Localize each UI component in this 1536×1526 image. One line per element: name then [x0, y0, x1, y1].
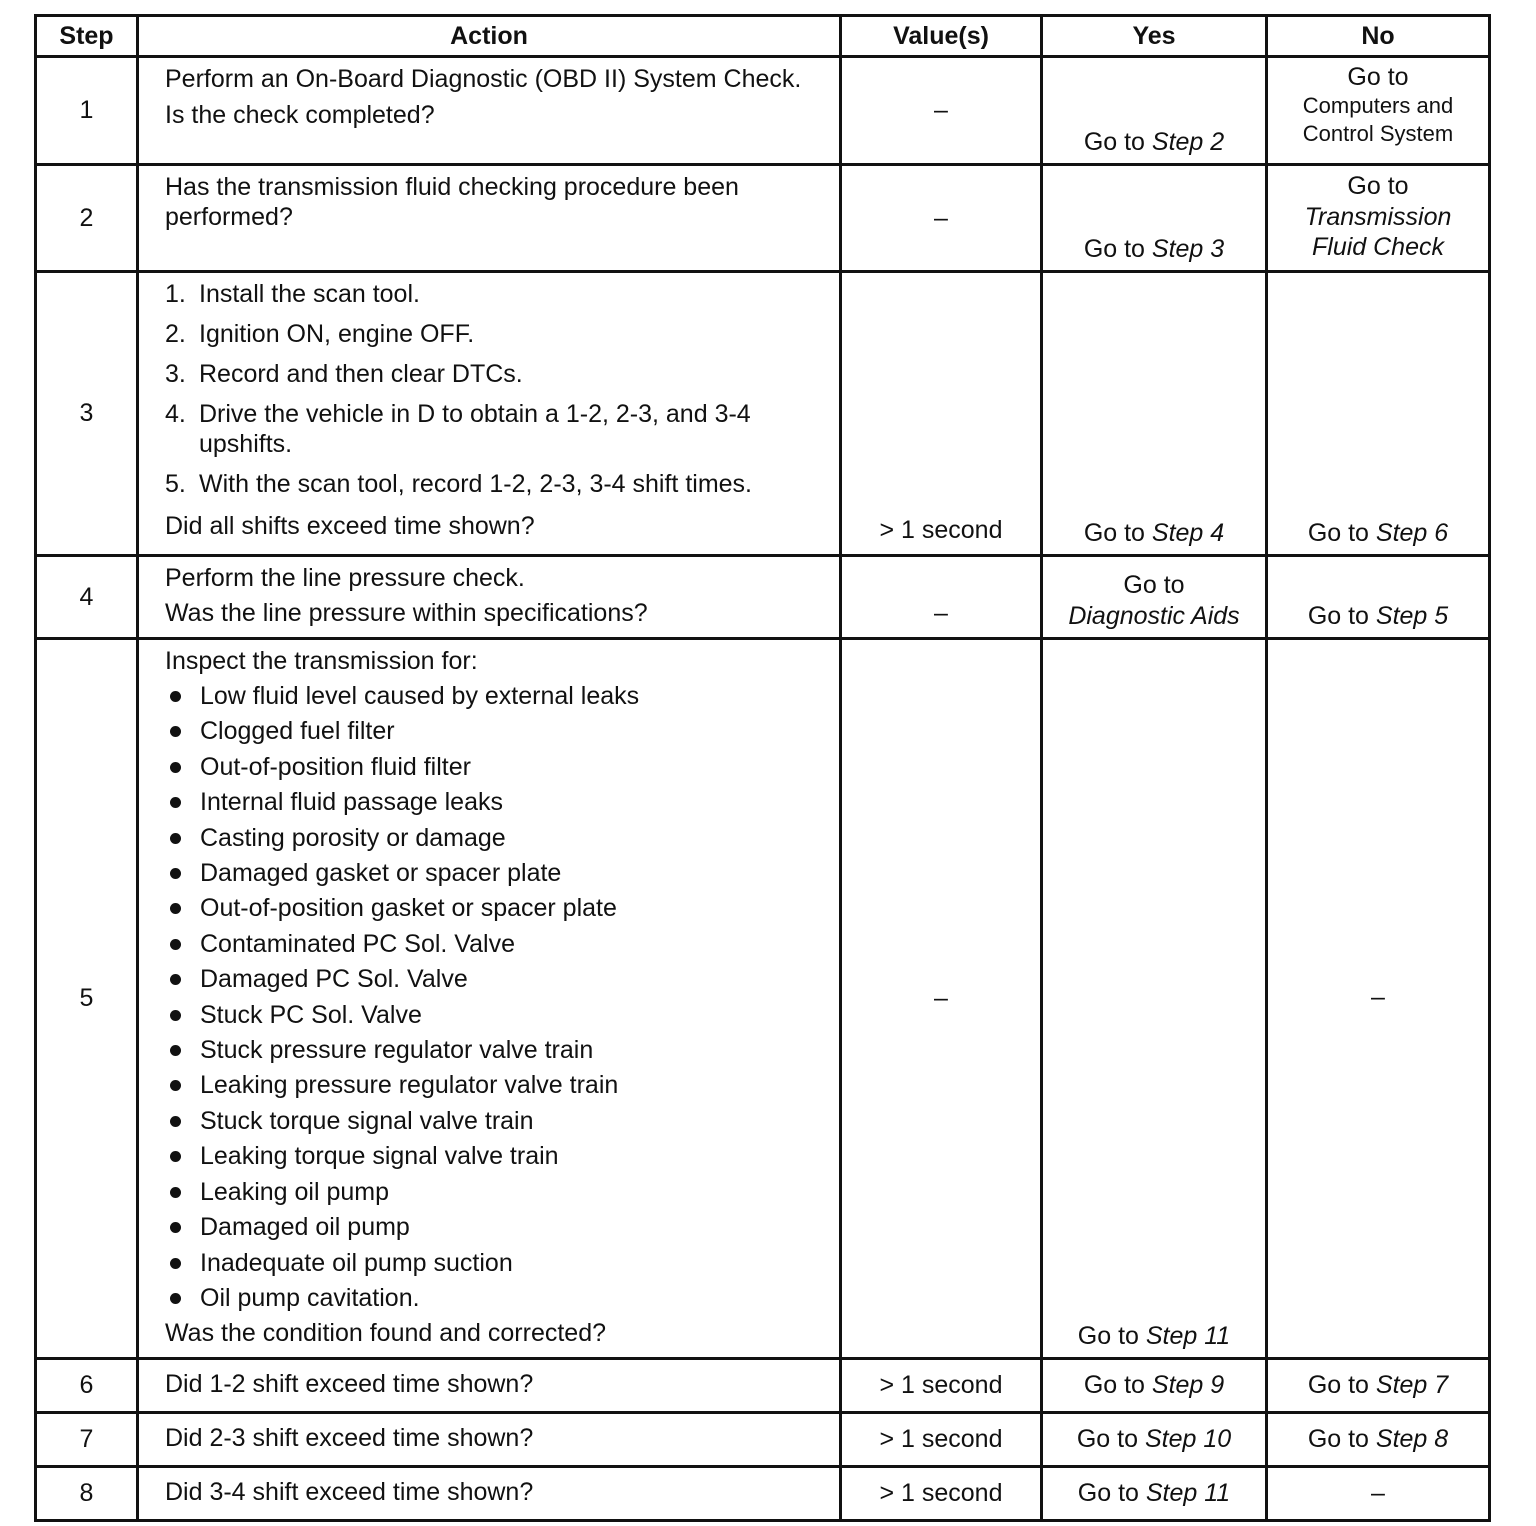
list-item: [165, 821, 825, 856]
list-item: [165, 1210, 825, 1245]
list-item: [165, 1175, 825, 1210]
procedure-steps: [165, 279, 825, 499]
no-prefix: Go to: [1307, 1370, 1376, 1399]
action-intro: Inspect the transmission for:: [165, 647, 478, 675]
list-item: [165, 1104, 825, 1139]
no-cell: [1267, 556, 1490, 639]
table-row: [36, 1467, 1490, 1521]
list-item-text: Damaged oil pump: [200, 1213, 410, 1242]
table-row: [36, 639, 1490, 1359]
bullet-icon: [170, 1010, 181, 1021]
list-item-text: Leaking oil pump: [200, 1177, 390, 1206]
yes-target: Step 2: [1151, 127, 1225, 156]
no-prefix: Go to: [1347, 63, 1409, 91]
list-item-text: Clogged fuel filter: [200, 717, 395, 746]
yes-cell: [1042, 165, 1267, 272]
procedure-step: [165, 279, 825, 309]
yes-target: Step 4: [1151, 518, 1225, 547]
yes-prefix: Go to: [1083, 1370, 1152, 1399]
list-item: [165, 1033, 825, 1068]
action-cell: [138, 639, 841, 1359]
no-prefix: Go to: [1307, 1424, 1376, 1453]
no-cell: –: [1267, 639, 1490, 1359]
bullet-icon: [170, 1080, 181, 1091]
header-yes: Yes: [1042, 16, 1267, 57]
list-item-text: Damaged gasket or spacer plate: [200, 859, 562, 888]
list-item: [165, 1281, 825, 1316]
list-item: [165, 1139, 825, 1174]
table-row: [36, 1359, 1490, 1413]
action-question: Has the transmission fluid checking procedure been performed?: [165, 173, 739, 231]
bullet-icon: [170, 939, 181, 950]
action-cell: [138, 57, 841, 165]
yes-target: Step 11: [1145, 1478, 1231, 1507]
yes-cell: [1042, 639, 1267, 1359]
list-item: [165, 750, 825, 785]
table-row: [36, 165, 1490, 272]
list-item: [165, 856, 825, 891]
step-number: 4: [36, 556, 138, 639]
bullet-icon: [170, 1293, 181, 1304]
action-question: Was the line pressure within specifications?: [165, 599, 648, 627]
yes-cell: [1042, 57, 1267, 165]
header-values: Value(s): [841, 16, 1042, 57]
action-question: Did 1-2 shift exceed time shown?: [138, 1359, 841, 1413]
list-item: [165, 891, 825, 926]
no-target: Transmission Fluid Check: [1304, 202, 1452, 262]
step-number: 6: [36, 1359, 138, 1413]
yes-target: Step 3: [1151, 234, 1225, 263]
no-target: Step 5: [1375, 601, 1449, 630]
no-target: Step 8: [1375, 1424, 1449, 1453]
no-cell: [1267, 165, 1490, 272]
procedure-step-text: Record and then clear DTCs.: [199, 360, 523, 388]
bullet-icon: [170, 1222, 181, 1233]
table-row: [36, 57, 1490, 165]
no-prefix: Go to: [1307, 518, 1376, 547]
yes-cell: [1042, 556, 1267, 639]
list-item-text: Contaminated PC Sol. Valve: [200, 929, 515, 958]
yes-prefix: Go to: [1083, 234, 1152, 263]
yes-prefix: Go to: [1077, 1478, 1146, 1507]
yes-target: Step 10: [1144, 1424, 1232, 1453]
no-prefix: Go to: [1307, 601, 1376, 630]
procedure-step-text: With the scan tool, record 1-2, 2-3, 3-4 shift times.: [199, 470, 753, 498]
procedure-step-text: Install the scan tool.: [199, 280, 420, 308]
bullet-icon: [170, 1258, 181, 1269]
bullet-icon: [170, 974, 181, 985]
list-item: [165, 998, 825, 1033]
procedure-step-text: Drive the vehicle in D to obtain a 1-2, 2-3, and 3-4 upshifts.: [199, 400, 751, 458]
yes-cell: [1042, 1413, 1267, 1467]
list-item-text: Leaking torque signal valve train: [200, 1142, 559, 1171]
no-target: Step 7: [1375, 1370, 1449, 1399]
list-item-text: Inadequate oil pump suction: [200, 1248, 513, 1277]
action-text: Perform the line pressure check.: [165, 564, 525, 592]
bullet-icon: [170, 1116, 181, 1127]
yes-cell: [1042, 1359, 1267, 1413]
step-number: 1: [36, 57, 138, 165]
step-number: 3: [36, 272, 138, 556]
no-cell: [1267, 1359, 1490, 1413]
step-number: 5: [36, 639, 138, 1359]
bullet-icon: [170, 1045, 181, 1056]
table-header-row: [36, 16, 1490, 57]
list-item: [165, 679, 825, 714]
procedure-step: [165, 469, 825, 499]
inspection-list: [165, 679, 825, 1316]
no-prefix: Go to: [1347, 172, 1409, 201]
list-item-text: Oil pump cavitation.: [200, 1283, 420, 1312]
yes-target: Step 9: [1151, 1370, 1225, 1399]
list-item: [165, 962, 825, 997]
list-item-text: Out-of-position gasket or spacer plate: [200, 894, 617, 923]
procedure-step-number: 5.: [165, 470, 186, 498]
list-item: [165, 927, 825, 962]
yes-prefix: Go to: [1123, 571, 1185, 599]
procedure-step: [165, 319, 825, 349]
bullet-icon: [170, 726, 181, 737]
list-item: [165, 1068, 825, 1103]
no-cell: –: [1267, 1467, 1490, 1521]
action-question: Did 2-3 shift exceed time shown?: [138, 1413, 841, 1467]
value-cell: > 1 second: [841, 1467, 1042, 1521]
diagnostic-table: [34, 14, 1491, 1522]
no-target: Step 6: [1375, 518, 1449, 547]
no-target: Computers and Control System: [1302, 92, 1454, 146]
value-cell: > 1 second: [841, 272, 1042, 556]
procedure-step-number: 1.: [165, 280, 186, 308]
action-question: Was the condition found and corrected?: [165, 1319, 607, 1348]
table-row: [36, 1413, 1490, 1467]
action-text: Perform an On-Board Diagnostic (OBD II) System Check.: [165, 65, 802, 93]
value-cell: > 1 second: [841, 1359, 1042, 1413]
value-cell: > 1 second: [841, 1413, 1042, 1467]
header-step: Step: [36, 16, 138, 57]
list-item-text: Stuck torque signal valve train: [200, 1106, 534, 1135]
table-row: [36, 556, 1490, 639]
action-question: Is the check completed?: [165, 101, 435, 129]
list-item-text: Internal fluid passage leaks: [200, 788, 503, 817]
bullet-icon: [170, 797, 181, 808]
no-cell: [1267, 57, 1490, 165]
step-number: 8: [36, 1467, 138, 1521]
procedure-step: [165, 359, 825, 389]
action-cell: [138, 556, 841, 639]
bullet-icon: [170, 833, 181, 844]
procedure-step-text: Ignition ON, engine OFF.: [199, 320, 475, 348]
list-item-text: Stuck PC Sol. Valve: [200, 1000, 422, 1029]
bullet-icon: [170, 1151, 181, 1162]
yes-prefix: Go to: [1083, 127, 1152, 156]
table-row: [36, 272, 1490, 556]
list-item-text: Low fluid level caused by external leaks: [200, 682, 640, 710]
list-item-text: Casting porosity or damage: [200, 823, 506, 852]
list-item-text: Stuck pressure regulator valve train: [200, 1036, 594, 1065]
list-item-text: Leaking pressure regulator valve train: [200, 1071, 619, 1100]
procedure-step-number: 4.: [165, 400, 186, 428]
bullet-icon: [170, 762, 181, 773]
action-question: Did all shifts exceed time shown?: [165, 512, 535, 540]
action-cell: [138, 272, 841, 556]
list-item: [165, 714, 825, 749]
bullet-icon: [170, 868, 181, 879]
list-item: [165, 1246, 825, 1281]
yes-prefix: Go to: [1076, 1424, 1145, 1453]
step-number: 2: [36, 165, 138, 272]
value-cell: –: [841, 165, 1042, 272]
list-item-text: Out-of-position fluid filter: [200, 752, 471, 781]
step-number: 7: [36, 1413, 138, 1467]
action-question: Did 3-4 shift exceed time shown?: [138, 1467, 841, 1521]
action-cell: [138, 165, 841, 272]
procedure-step-number: 2.: [165, 320, 186, 348]
no-cell: [1267, 272, 1490, 556]
header-action: Action: [138, 16, 841, 57]
yes-target: Step 11: [1145, 1321, 1231, 1350]
yes-target: Diagnostic Aids: [1068, 601, 1240, 630]
value-cell: –: [841, 57, 1042, 165]
list-item: [165, 785, 825, 820]
header-no: No: [1267, 16, 1490, 57]
procedure-step: [165, 399, 825, 459]
bullet-icon: [170, 903, 181, 914]
yes-prefix: Go to: [1077, 1321, 1146, 1350]
value-cell: –: [841, 556, 1042, 639]
bullet-icon: [170, 1187, 181, 1198]
list-item-text: Damaged PC Sol. Valve: [200, 965, 468, 994]
value-cell: –: [841, 639, 1042, 1359]
yes-prefix: Go to: [1083, 518, 1152, 547]
bullet-icon: [170, 691, 181, 702]
yes-cell: [1042, 272, 1267, 556]
yes-cell: [1042, 1467, 1267, 1521]
procedure-step-number: 3.: [165, 360, 186, 388]
no-cell: [1267, 1413, 1490, 1467]
